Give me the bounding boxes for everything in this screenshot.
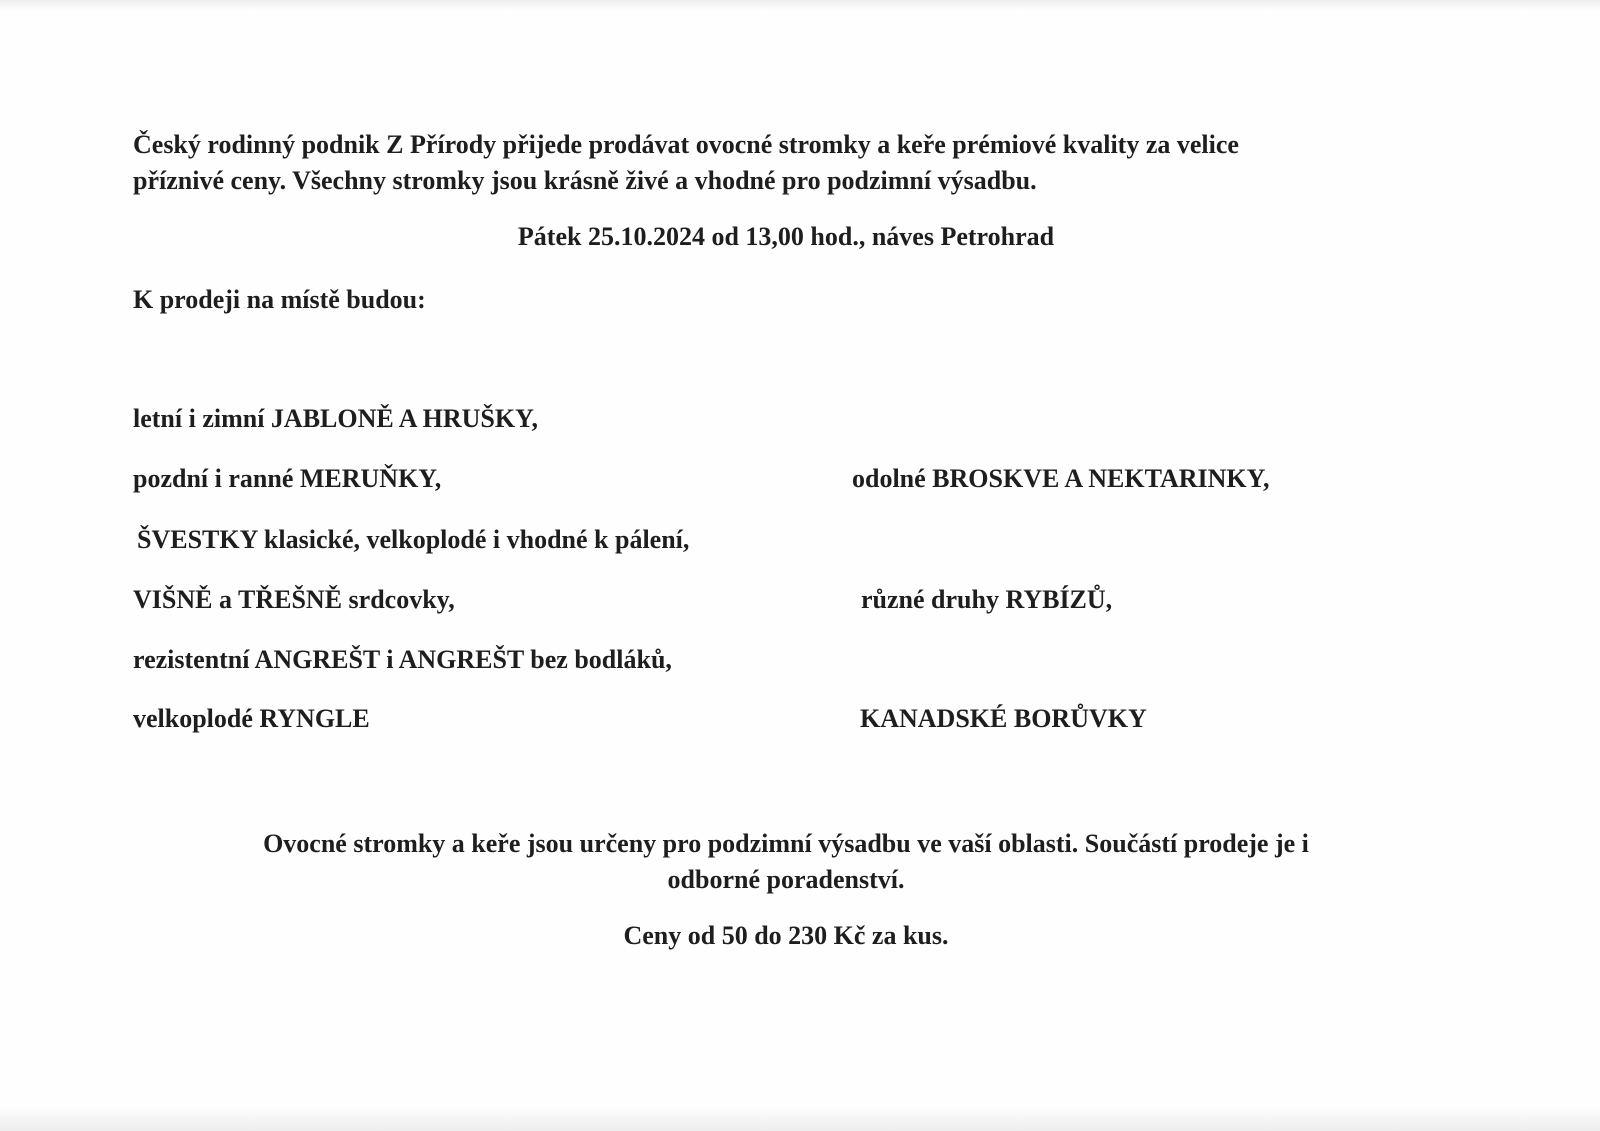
item-gooseberries: rezistentní ANGREŠT i ANGREŠT bez bodláků, xyxy=(133,645,672,674)
item-peaches-nectarines: odolné BROSKVE A NEKTARINKY, xyxy=(852,464,1270,493)
event-date-place: Pátek 25.10.2024 od 13,00 hod., náves Petrohrad xyxy=(517,222,1055,251)
closing-line-2: odborné poradenství. xyxy=(667,865,905,894)
item-apples-pears: letní i zimní JABLONĚ A HRUŠKY, xyxy=(133,404,538,433)
closing-paragraph xyxy=(0,826,1572,898)
item-greengages: velkoplodé RYNGLE xyxy=(133,704,370,733)
scan-edge-bottom xyxy=(0,1107,1600,1131)
intro-paragraph xyxy=(133,127,1463,199)
item-currants: různé druhy RYBÍZŮ, xyxy=(861,585,1113,614)
item-cherries: VIŠNĚ a TŘEŠNĚ srdcovky, xyxy=(133,585,455,614)
item-blueberries: KANADSKÉ BORŮVKY xyxy=(860,704,1147,733)
item-plums: ŠVESTKY klasické, velkoplodé i vhodné k pálení, xyxy=(137,525,690,554)
scan-edge-top xyxy=(0,0,1600,10)
closing-line-1: Ovocné stromky a keře jsou určeny pro podzimní výsadbu ve vaší oblasti. Součástí prodeje je i xyxy=(263,829,1309,858)
intro-line-2: příznivé ceny. Všechny stromky jsou krásně živé a vhodné pro podzimní výsadbu. xyxy=(133,166,1037,195)
price-info: Ceny od 50 do 230 Kč za kus. xyxy=(623,921,949,950)
item-apricots: pozdní i ranné MERUŇKY, xyxy=(133,464,442,493)
intro-line-1: Český rodinný podnik Z Přírody přijede prodávat ovocné stromky a keře prémiové kvality za velice xyxy=(133,130,1239,159)
sale-heading: K prodeji na místě budou: xyxy=(133,285,426,314)
